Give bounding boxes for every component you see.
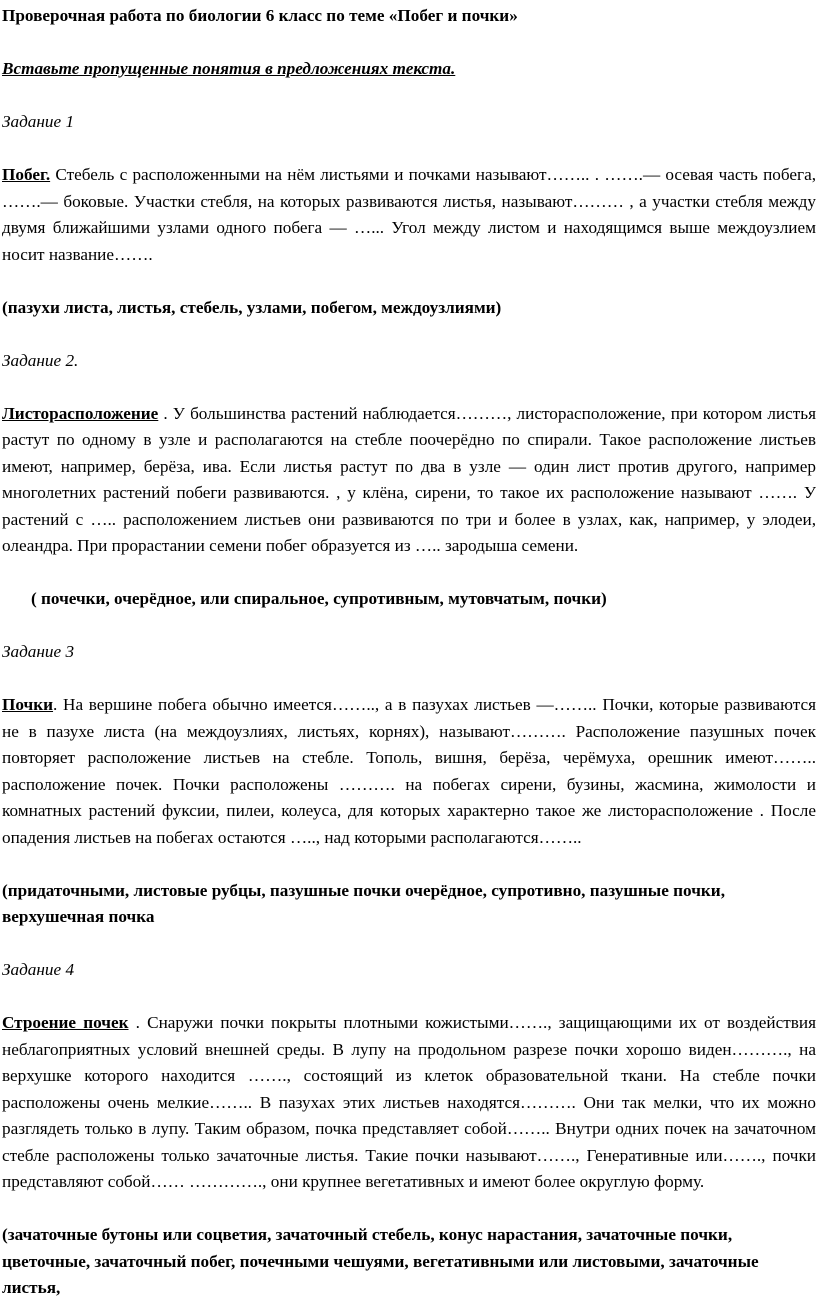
task-4-terms: (зачаточные бутоны или соцветия, зачаточный стебель, конус нарастания, зачаточные почки, цветочные, зачаточный побег, почечными чешуями, вегетативными или листовыми, зачаточные листья,: [2, 1225, 759, 1297]
task-1-paragraph: [2, 162, 816, 268]
task-1-text: Стебель с расположенными на нём листьями и почками называют…….. . …….— осевая часть побега, …….— боковые. Участки стебля, на которых развиваются листья, называют……… , а участки стебля между двумя ближайшими узлами одного побега — …... Угол между листом и находящимся выше междоузлием носит название…….: [2, 165, 816, 264]
task-3-text: . На вершине побега обычно имеется…….., а в пазухах листьев —…….. Почки, которые развиваются не в пазухе листа (на междоузлиях, листьях, корнях), называют………. Расположение пазушных почек повторяет расположение листьев на стебле. Тополь, вишня, берёза, черёмуха, орешник имеют…….. расположение почек. Почки расположены ………. на побегах сирени, бузины, жасмина, жимолости и комнатных растений фуксии, пилеи, колеуса, для которых характерно такое же листорасположение . После опадения листьев на побегах остаются ….., над которыми располагаются……..: [2, 695, 816, 847]
task-3-terms: (придаточными, листовые рубцы, пазушные почки очерёдное, супротивно, пазушные почки, верхушечная почка: [2, 880, 726, 926]
task-2-paragraph: [2, 401, 816, 560]
task-1-heading: Задание 1: [2, 112, 75, 131]
task-3-heading: Задание 3: [2, 642, 75, 661]
task-2-terms: ( почечки, очерёдное, или спиральное, супротивным, мутовчатым, почки): [31, 589, 607, 608]
task-1-lead: Побег.: [2, 165, 51, 184]
task-3-paragraph: [2, 692, 816, 851]
task-4-text: . Снаружи почки покрыты плотными кожистыми……., защищающими их от воздействия неблагоприятных условий внешней среды. В лупу на продольном разрезе почки хорошо виден………., на верхушке которого находится ……., состоящий из клеток образовательной ткани. На стебле почки расположены очень мелкие…….. В пазухах этих листьев находятся………. Они так мелки, что их можно разглядеть только в лупу. Таким образом, почка представляет собой…….. Внутри одних почек на зачаточном стебле расположены только зачаточные листья. Такие почки называют……., Генеративные или……., почки представляют собой…… …………., они крупнее вегетативных и имеют более округлую форму.: [2, 1013, 816, 1191]
page-title: Проверочная работа по биологии 6 класс по теме «Побег и почки»: [2, 6, 518, 25]
task-1-terms: (пазухи листа, листья, стебель, узлами, побегом, междоузлиями): [2, 297, 502, 317]
task-3-lead: Почки: [2, 695, 54, 714]
instruction: Вставьте пропущенные понятия в предложениях текста.: [2, 59, 456, 78]
task-2-lead: Листорасположение: [2, 403, 159, 423]
task-4-lead: Строение почек: [2, 1013, 129, 1032]
task-2-text: . У большинства растений наблюдается………, листорасположение, при котором листья растут по одному в узле и располагаются на стебле поочерёдно по спирали. Такое расположение листьев имеют, например, берёза, ива. Если листья растут по два в узле — один лист против другого, например многолетних растений побеги развиваются. , у клёна, сирени, то такое их расположение называют ……. У растений с ….. расположением листьев они развиваются по три и более в узлах, как, например, у элодеи, олеандра. При прорастании семени побег образуется из ….. зародыша семени.: [2, 403, 816, 555]
task-4-paragraph: [2, 1010, 816, 1196]
task-4-heading: Задание 4: [2, 960, 75, 979]
task-2-heading: Задание 2.: [2, 350, 79, 370]
